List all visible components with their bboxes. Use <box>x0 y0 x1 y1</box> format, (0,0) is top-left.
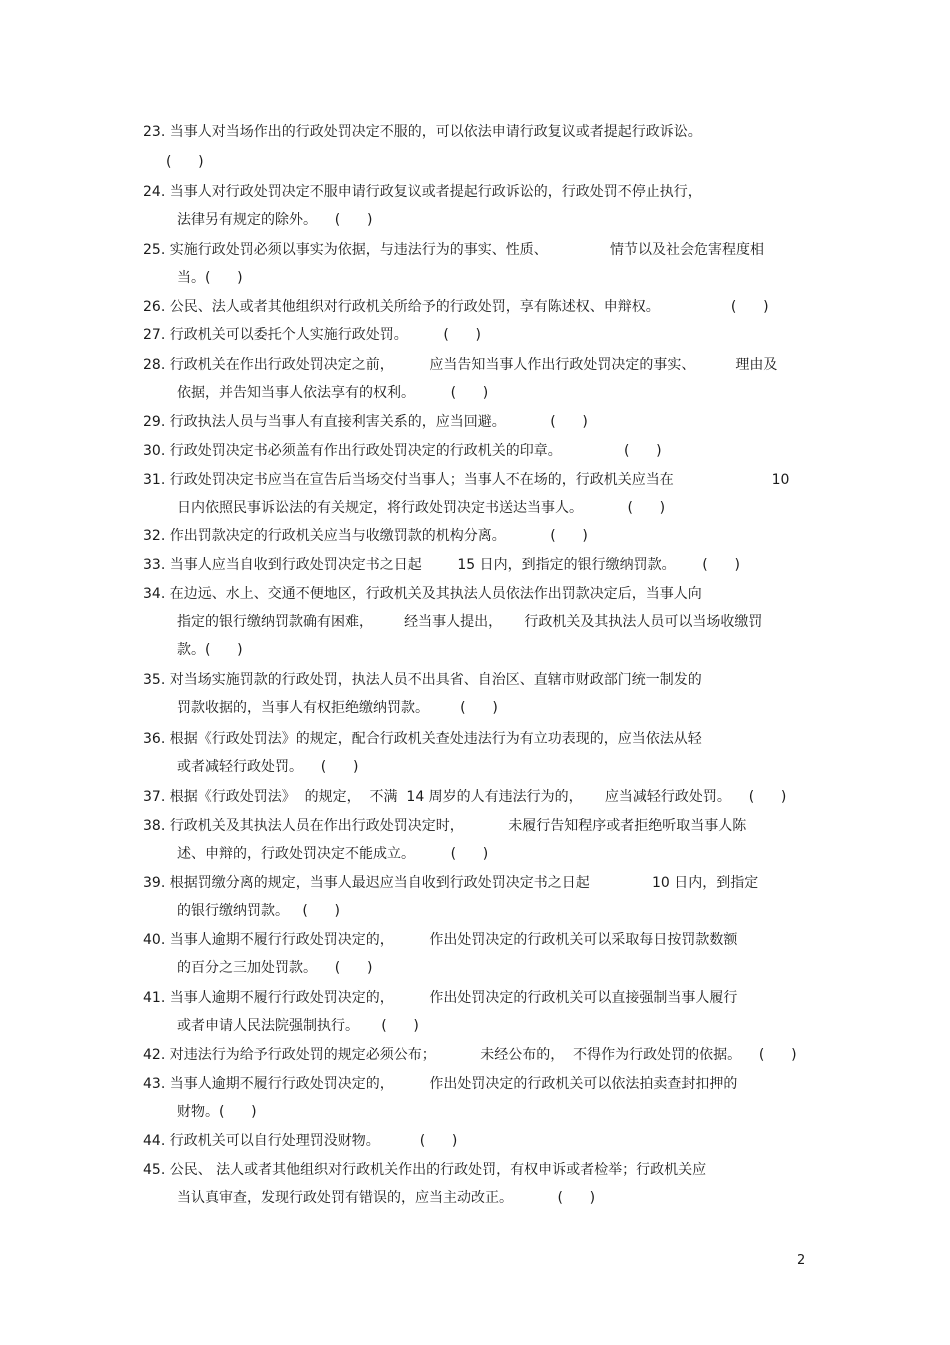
question-36-line: 36. 根据《行政处罚法》的规定，配合行政机关查处违法行为有立功表现的，应当依法从轻 <box>143 731 702 747</box>
question-35-continuation: 罚款收据的，当事人有权拒绝缴纳罚款。 ( ) <box>177 700 498 716</box>
question-34-line: 34. 在边远、水上、交通不便地区，行政机关及其执法人员依法作出罚款决定后，当事人向 <box>143 586 702 602</box>
question-34-continuation: 指定的银行缴纳罚款确有困难， 经当事人提出， 行政机关及其执法人员可以当场收缴罚 <box>177 614 763 630</box>
question-24-line: 24. 当事人对行政处罚决定不服申请行政复议或者提起行政诉讼的，行政处罚不停止执行， <box>143 184 702 200</box>
question-45-continuation: 当认真审查，发现行政处罚有错误的，应当主动改正。 ( ) <box>177 1190 596 1206</box>
question-27-line: 27. 行政机关可以委托个人实施行政处罚。 ( ) <box>143 327 481 343</box>
question-35-line: 35. 对当场实施罚款的行政处罚，执法人员不出具省、自治区、直辖市财政部门统一制发的 <box>143 672 702 688</box>
question-28-line: 28. 行政机关在作出行政处罚决定之前， 应当告知当事人作出行政处罚决定的事实、 理由及 <box>143 357 778 373</box>
question-31-line: 31. 行政处罚决定书应当在宣告后当场交付当事人；当事人不在场的，行政机关应当在 10 <box>143 472 790 488</box>
page-number: 2 <box>797 1253 806 1268</box>
question-44-line: 44. 行政机关可以自行处理罚没财物。 ( ) <box>143 1133 458 1149</box>
question-45-line: 45. 公民、 法人或者其他组织对行政机关作出的行政处罚，有权申诉或者检举；行政机关应 <box>143 1162 707 1178</box>
question-23-continuation: ( ) <box>166 154 204 170</box>
question-41-continuation: 或者申请人民法院强制执行。 ( ) <box>177 1018 419 1034</box>
question-38-continuation: 述、申辩的，行政处罚决定不能成立。 ( ) <box>177 846 489 862</box>
question-39-line: 39. 根据罚缴分离的规定，当事人最迟应当自收到行政处罚决定书之日起 10 日内，到指定 <box>143 875 759 891</box>
question-33-line: 33. 当事人应当自收到行政处罚决定书之日起 15 日内，到指定的银行缴纳罚款。 ( ) <box>143 557 740 573</box>
question-29-line: 29. 行政执法人员与当事人有直接利害关系的，应当回避。 ( ) <box>143 414 588 430</box>
question-24-continuation: 法律另有规定的除外。 ( ) <box>177 212 373 228</box>
question-38-line: 38. 行政机关及其执法人员在作出行政处罚决定时， 未履行告知程序或者拒绝听取当事人陈 <box>143 818 747 834</box>
question-31-continuation: 日内依照民事诉讼法的有关规定，将行政处罚决定书送达当事人。 ( ) <box>177 500 666 516</box>
question-36-continuation: 或者减轻行政处罚。 ( ) <box>177 759 359 775</box>
question-32-line: 32. 作出罚款决定的行政机关应当与收缴罚款的机构分离。 ( ) <box>143 528 588 544</box>
question-40-line: 40. 当事人逾期不履行行政处罚决定的， 作出处罚决定的行政机关可以采取每日按罚款数额 <box>143 932 738 948</box>
question-37-line: 37. 根据《行政处罚法》 的规定， 不满 14 周岁的人有违法行为的， 应当减轻行政处罚。 ( ) <box>143 789 787 805</box>
question-23-line: 23. 当事人对当场作出的行政处罚决定不服的，可以依法申请行政复议或者提起行政诉讼。 <box>143 124 702 140</box>
question-26-line: 26. 公民、法人或者其他组织对行政机关所给予的行政处罚，享有陈述权、申辩权。 ( ) <box>143 299 769 315</box>
question-42-line: 42. 对违法行为给予行政处罚的规定必须公布； 未经公布的， 不得作为行政处罚的依据。 ( ) <box>143 1047 797 1063</box>
question-40-continuation: 的百分之三加处罚款。 ( ) <box>177 960 373 976</box>
question-25-continuation: 当。( ) <box>177 270 243 286</box>
question-25-line: 25. 实施行政处罚必须以事实为依据，与违法行为的事实、性质、 情节以及社会危害程度相 <box>143 242 765 258</box>
question-30-line: 30. 行政处罚决定书必须盖有作出行政处罚决定的行政机关的印章。 ( ) <box>143 443 662 459</box>
question-41-line: 41. 当事人逾期不履行行政处罚决定的， 作出处罚决定的行政机关可以直接强制当事人履行 <box>143 990 738 1006</box>
question-28-continuation: 依据，并告知当事人依法享有的权利。 ( ) <box>177 385 489 401</box>
question-43-line: 43. 当事人逾期不履行行政处罚决定的， 作出处罚决定的行政机关可以依法拍卖查封扣押的 <box>143 1076 738 1092</box>
question-39-continuation: 的银行缴纳罚款。 ( ) <box>177 903 340 919</box>
question-34-continuation: 款。( ) <box>177 642 243 658</box>
question-43-continuation: 财物。( ) <box>177 1104 257 1120</box>
